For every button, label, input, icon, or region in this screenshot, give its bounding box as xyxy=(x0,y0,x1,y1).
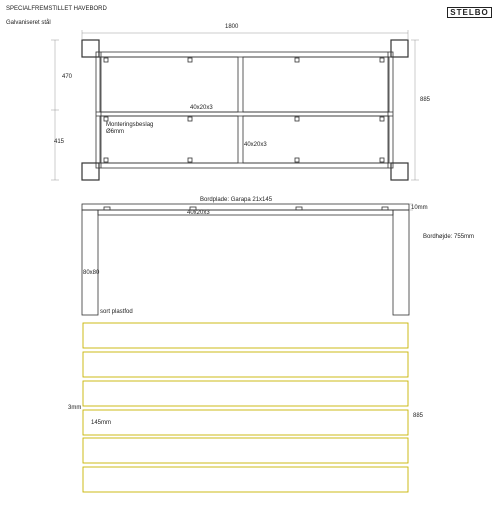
board-5 xyxy=(83,438,408,463)
depth-label: 885 xyxy=(420,97,431,103)
board-gap-label: 3mm xyxy=(68,405,82,411)
bracket-size-label: Ø6mm xyxy=(106,129,124,135)
width-label: 1800 xyxy=(225,24,239,30)
top-view-frame xyxy=(96,52,393,168)
drawing-title: SPECIALFREMSTILLET HAVEBORD xyxy=(6,6,107,12)
drawing-subtitle: Galvaniseret stål xyxy=(6,20,51,26)
lower-dimension-label: 415 xyxy=(54,139,65,145)
bracket-label: Monteringsbeslag xyxy=(106,122,154,128)
tabletop-boards xyxy=(83,323,408,492)
board-2 xyxy=(83,352,408,377)
profile-lower-label: 40x20x3 xyxy=(244,142,267,148)
leg-bottom-right xyxy=(391,163,408,180)
tabletop-side xyxy=(82,204,409,210)
thickness-label: 10mm xyxy=(411,205,428,211)
panel-upper-right xyxy=(243,57,389,112)
panel-upper-left xyxy=(100,57,238,112)
upper-dimension-label: 470 xyxy=(62,74,73,80)
leg-top-left xyxy=(82,40,99,57)
rail-label: 40x20x3 xyxy=(187,210,210,216)
table-height-label: Bordhøjde: 755mm xyxy=(423,234,475,240)
leg-profile-label: 80x80 xyxy=(83,270,100,276)
board-1 xyxy=(83,323,408,348)
leg-top-right xyxy=(391,40,408,57)
rail-side xyxy=(98,210,393,215)
leg-bottom-left xyxy=(82,163,99,180)
leg-right-side xyxy=(393,210,409,315)
board-3 xyxy=(83,381,408,406)
board-4 xyxy=(83,410,408,435)
side-brackets xyxy=(104,207,388,210)
stelbo-logo: STELBO xyxy=(447,7,492,18)
plastic-foot-label: sort plastfod xyxy=(100,309,133,315)
board-width-label: 145mm xyxy=(91,420,112,426)
tabletop-label: Bordplade: Garapa 21x145 xyxy=(200,197,273,203)
panel-lower-right xyxy=(243,116,389,163)
leg-left-side xyxy=(82,210,98,315)
boards-depth-label: 885 xyxy=(413,413,424,419)
board-6 xyxy=(83,467,408,492)
profile-upper-label: 40x20x3 xyxy=(190,105,213,111)
